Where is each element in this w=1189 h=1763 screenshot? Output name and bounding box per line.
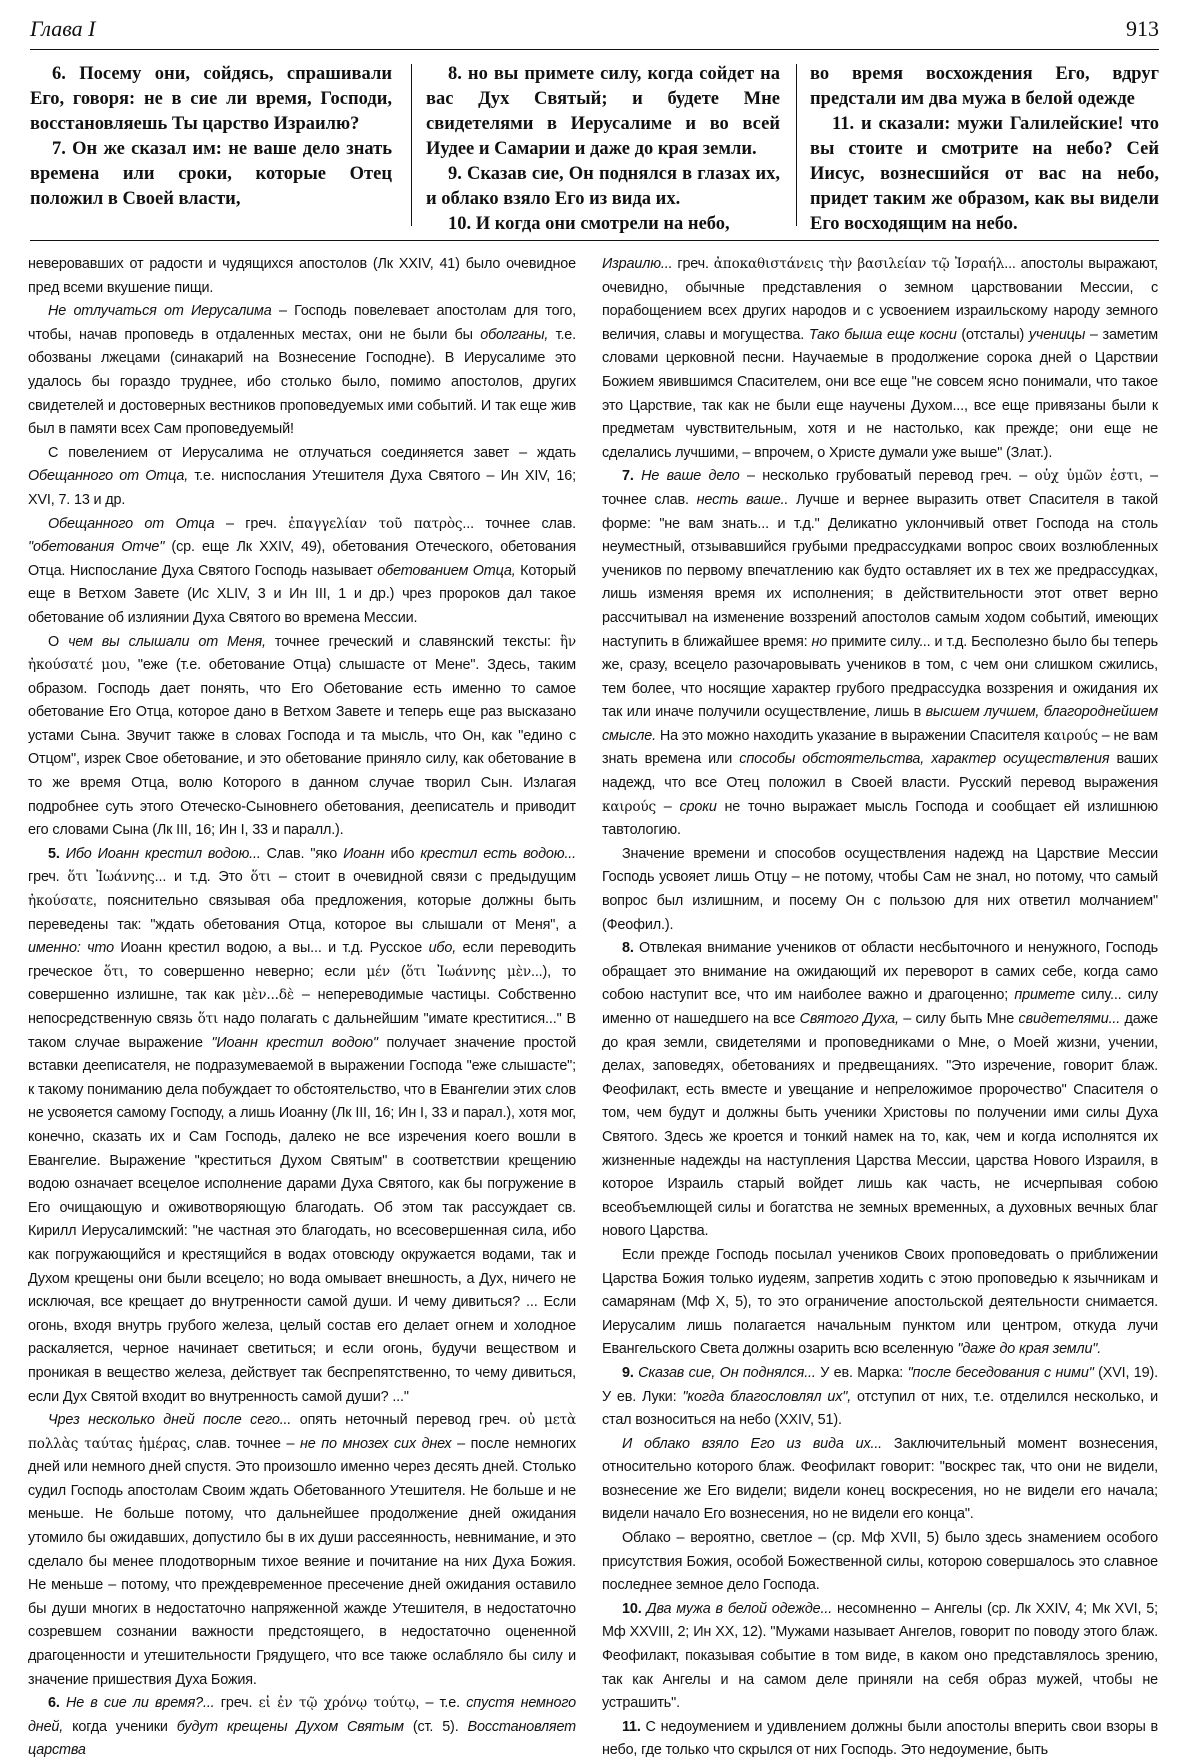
chapter-title: Глава I bbox=[30, 16, 96, 41]
commentary-paragraph bbox=[28, 631, 576, 843]
text-run: На это можно находить указание в выражении Спасителя bbox=[655, 727, 1044, 744]
verse-column-divider bbox=[796, 64, 797, 226]
text-run: (отсталы) bbox=[956, 326, 1029, 343]
text-run: несомненно – Ангелы (ср. Лк XXIV, 4; Мк XVI, 5; Мф XXVIII, 2; Ин XX, 12). "Мужами называет Ангелов, говорит по поводу этого блаж. Феофилакт, показывая событие в том виде, в каком оно представлялось зрению, так как Ангелы и на самом деле приняли на себя образ мужей, чтобы не устрашить". bbox=[602, 1600, 1158, 1712]
italic-phrase: Иоанн bbox=[343, 845, 385, 862]
italic-phrase: Два мужа в белой одежде... bbox=[641, 1600, 833, 1617]
text-run: греч. bbox=[28, 869, 68, 886]
verse-7: 7. Он же сказал им: не ваше дело знать времена или сроки, которые Отец положил в Своей власти, bbox=[30, 139, 392, 209]
commentary-paragraph bbox=[28, 442, 576, 513]
italic-phrase: Чрез несколько дней после сего... bbox=[48, 1412, 292, 1429]
text-run: (XVI, 19). У ев. Луки: bbox=[602, 1364, 1158, 1405]
text-run: ... апостолы выражают, очевидно, обычные представления о земном царствовании Мессии, с порабощением всех других народов и с усвоением израильскому народу земного величия, славы и могущества. bbox=[602, 256, 1158, 343]
verse-number: 6. bbox=[48, 1695, 60, 1712]
text-run: (ст. 5). bbox=[403, 1718, 468, 1735]
commentary-paragraph bbox=[602, 1362, 1158, 1433]
page-number: 913 bbox=[1126, 16, 1159, 41]
commentary-paragraph bbox=[602, 1433, 1158, 1527]
text-run: С повелением от Иерусалима не отлучаться соединяется завет – ждать bbox=[48, 444, 576, 461]
italic-phrase: Ибо Иоанн крестил водою... bbox=[59, 845, 261, 862]
verse-10: 10. И когда они смотрели на небо, bbox=[448, 214, 730, 234]
verse-number: 9. bbox=[622, 1364, 634, 1381]
greek-phrase: εἰ ἐν τῷ χρόνῳ τούτῳ bbox=[258, 1695, 416, 1712]
verse-6: 6. Посему они, сойдясь, спрашивали Его, говоря: не в сие ли время, Господи, восстановляешь Ты царство Израилю? bbox=[30, 64, 392, 134]
running-head bbox=[30, 16, 1159, 46]
text-run: т.е. обозваны лжецами (синакарий на Вознесение Господне). В Иерусалиме это удалось бы гораздо труднее, ибо столько было, помимо апостолов, других свидетелей и достоверных вестников проповедуемых ими событий. И так еще жив был в памяти всех Сам проповедуемый! bbox=[28, 326, 576, 438]
text-run: – стоит в очевидной связи с предыдущим bbox=[271, 869, 576, 886]
commentary-paragraph bbox=[28, 1409, 576, 1692]
greek-phrase: ὅτι Ἰωάννης bbox=[67, 869, 155, 886]
text-run: надо полагать с дальнейшим "имате креститися..." В таком случае выражение bbox=[28, 1011, 576, 1051]
text-run: когда ученики bbox=[63, 1718, 177, 1735]
italic-phrase: примете bbox=[1014, 987, 1075, 1004]
commentary-paragraph bbox=[28, 253, 576, 300]
italic-phrase: но bbox=[811, 633, 828, 650]
italic-phrase: чем вы слышали от Меня, bbox=[68, 633, 266, 650]
italic-phrase: обетованием Отца, bbox=[377, 562, 516, 579]
text-run: не точно выражает мысль Господа и сообщает ей излишнюю тавтологию. bbox=[602, 798, 1159, 839]
scripture-verses bbox=[30, 62, 1159, 232]
italic-phrase: Обещанного от Отца bbox=[48, 515, 215, 532]
text-run: греч. bbox=[672, 256, 714, 272]
greek-phrase: μὲν...δὲ bbox=[242, 987, 295, 1004]
commentary-paragraph bbox=[602, 465, 1158, 843]
verses-rule bbox=[30, 240, 1159, 241]
greek-phrase: ἐπαγγελίαν τοῦ πατρὸς bbox=[288, 515, 463, 532]
verse-number: 7. bbox=[622, 468, 634, 485]
commentary-right-column bbox=[602, 253, 1159, 1759]
text-run: ...), то совершенно излишне, так как bbox=[28, 963, 577, 1004]
verse-column-3 bbox=[810, 62, 1159, 232]
text-run: Лучше и вернее выразить ответ Спасителя в такой форме: "не вам знать... и т.д." Деликатно уклончивый ответ Господа на столь неуместный, отзывавшийся грубыми предрассудками вопрос своих возлюбленных учеников по первому впечатлению как будто оставляет их в тех же предрассудках, лишь изменяя время их исполнения; в действительности этот ответ верно рассчитывал на изменение воззрений апостолов самым ходом событий, имеющих наступить в ближайшее время: bbox=[602, 491, 1159, 650]
verse-number: 10. bbox=[622, 1600, 642, 1617]
text-run: ибо bbox=[384, 845, 421, 862]
commentary-paragraph bbox=[602, 1716, 1158, 1763]
commentary-paragraph bbox=[28, 1692, 576, 1763]
text-run: – заметим словами церковной песни. Научаемые в продолжение сорока дней о Царствии Божием явившимся Спасителем, они все еще "не совсем ясно понимали, что такое это Царствие, так как не были еще научены Духом..., все еще привязаны были к предметам чувствительным, хотя и не настолько, как прежде; они еще не сделались лучшими, – впрочем, о Христе думали уже выше" (Злат.). bbox=[602, 326, 1158, 461]
italic-phrase: "обетования Отче" bbox=[28, 539, 165, 556]
text-run: У ев. Марка: bbox=[815, 1364, 908, 1381]
commentary-paragraph bbox=[602, 253, 1158, 465]
text-run: опять неточный перевод греч. bbox=[291, 1412, 519, 1429]
commentary-left-column bbox=[28, 253, 577, 1759]
greek-phrase: ὅτι bbox=[103, 963, 125, 980]
italic-phrase: ибо, bbox=[428, 940, 457, 957]
italic-phrase: высшем лучшем, благороднейшем смысле. bbox=[602, 704, 1158, 744]
text-run: – Господь повелевает апостолам для того, чтобы, начав проповедь в отдаленных местах, они не были бы bbox=[28, 303, 576, 343]
verse-column-2 bbox=[426, 62, 780, 232]
text-run: , слав. точнее – bbox=[186, 1435, 300, 1452]
text-run: Иоанн крестил водою, а вы... и т.д. Русское bbox=[113, 940, 429, 957]
text-run: т.е. ниспослания Утешителя Духа Святого – Ин XIV, 16; XVI, 7. 13 и др. bbox=[28, 468, 576, 508]
commentary-paragraph bbox=[602, 1527, 1158, 1598]
text-run: С недоумением и удивлением должны были апостолы вперить свои взоры в небо, где только что скрылся от них Господь. Это недоумение, быть bbox=[602, 1718, 1158, 1759]
italic-phrase: Израилю... bbox=[602, 256, 673, 272]
italic-phrase: свидетелями... bbox=[1018, 1011, 1121, 1027]
text-run: – после немногих дней или немного дней спустя. Это произошло именно через десять дней. Столько судил Господь апостолам Своим ждать Обетованного Утешителя. Не больше и не меньше. Не больше потому, что дальнейшее продолжение дней ожидания утомило бы ожидавших, допустило бы в их души рассеянность, невнимание, и это сделало бы менее плодотворным тихое веяние и почитание на них Духа Божия. Не меньше – потому, что преждевременное пресечение дней ожидания оставило бы души многих в недостаточно напряженной жажде Утешителя, в недостаточно созревшем сознании важности предстоящего, в недостаточно оцененной драгоценности и утешительности Грядущего, что все также ослабляло бы силу и значение пришествия Духа Божия. bbox=[28, 1435, 576, 1688]
text-run: – силу быть Мне bbox=[898, 1011, 1019, 1027]
text-run: – не вам знать времена или bbox=[602, 727, 1158, 768]
verse-10-continued: во время восхождения Его, вдруг предстали им два мужа в белой одежде bbox=[810, 64, 1159, 109]
text-run: , пояснительно связывая оба предложения, которые должны быть переведены так: "ждать обетования Отца, которое вы слышали от Меня", а bbox=[28, 893, 576, 933]
verse-number: 8. bbox=[622, 940, 634, 957]
greek-phrase: καιρούς bbox=[602, 798, 657, 815]
header-rule bbox=[30, 49, 1159, 50]
italic-phrase: будут крещены Духом Святым bbox=[176, 1718, 404, 1735]
commentary-paragraph bbox=[28, 513, 576, 631]
text-run: , – т.е. bbox=[415, 1695, 467, 1712]
text-run: , "еже (т.е. обетование Отца) слышасте от Мене". Здесь, таким образом. Господь дает понять, что Его Обетование есть именно то самое обетование Его Отца, которое дано в Ветхом Завете и теперь еще раз высказано устами Сына. Звучит также в словах Господа и та мысль, что Он, как "едино с Отцом", изрек Свое обетование, и это обетование приняло силу, как обетование в то же время Отца, волю Которого в данном случае творил Сын. Излагая подробнее суть этого Отеческо-Сыновнего обетования, дееписатель и приводит его словами Сына (Лк III, 16; Ин I, 33 и паралл.). bbox=[28, 657, 576, 839]
italic-phrase: Не отлучаться от Иерусалима bbox=[48, 303, 272, 320]
verse-11: 11. и сказали: мужи Галилейские! что вы стоите и смотрите на небо? Сей Иисус, вознесшийся от вас на небо, придет таким же образом, как вы видели Его восходящим на небо. bbox=[810, 114, 1159, 234]
commentary-paragraph bbox=[602, 937, 1158, 1244]
commentary-paragraph bbox=[28, 300, 576, 442]
greek-phrase: οὐ μετὰ πολλὰς ταύτας ἡμέρας bbox=[28, 1412, 576, 1452]
commentary-paragraph bbox=[602, 1244, 1158, 1362]
verse-number: 5. bbox=[48, 845, 60, 862]
italic-phrase: Обещанного от Отца, bbox=[28, 468, 189, 485]
text-run: ваших надежд, что все Отец положил в Своей власти. Русский перевод выражения bbox=[602, 751, 1158, 792]
text-run: силу... силу именно от нашедшего на все bbox=[602, 987, 1158, 1027]
verse-number: 11. bbox=[622, 1718, 641, 1735]
text-run: ( bbox=[390, 963, 406, 980]
greek-phrase: οὐχ ὑμῶν ἐστι bbox=[1034, 468, 1139, 485]
italic-phrase: Тако быша еще косни bbox=[808, 326, 957, 343]
verse-column-divider bbox=[411, 64, 412, 226]
italic-phrase: способы обстоятельства, характер осуществления bbox=[739, 751, 1110, 768]
text-run: Отвлекая внимание учеников от области несбыточного и ненужного, Господь обращает это внимание на ожидающий их переворот в самих себе, когда само собою наступит все, что им наиболее важно и драгоценно; bbox=[602, 940, 1158, 1004]
text-run: если переводить греческое bbox=[28, 940, 576, 980]
verse-9: 9. Сказав сие, Он поднялся в глазах их, и облако взяло Его из вида их. bbox=[426, 164, 780, 209]
italic-phrase: "даже до края земли". bbox=[957, 1341, 1102, 1358]
italic-phrase: Сказав сие, Он поднялся... bbox=[633, 1364, 816, 1381]
text-run: Облако – вероятно, светлое – (ср. Мф XVII, 5) было здесь знамением особого присутствия Божия, особой Божественной силы, которою совершалось это славное последнее земное дело Господа. bbox=[602, 1530, 1158, 1594]
greek-phrase: ἠκούσατε bbox=[28, 893, 93, 910]
text-run: – несколько грубоватый перевод греч. – bbox=[739, 468, 1035, 485]
text-run: неверовавших от радости и чудящихся апостолов (Лк XXIV, 41) было очевидное пред всеми вкушение пищи. bbox=[28, 256, 576, 296]
italic-phrase: И облако взяло Его из вида их... bbox=[622, 1435, 883, 1452]
greek-phrase: καιρούς bbox=[1043, 727, 1098, 744]
italic-phrase: Не ваше дело bbox=[633, 468, 740, 485]
text-run: Если прежде Господь посылал учеников Своих проповедовать о приближении Царства Божия только иудеям, запретив ходить с этою проповедью к язычникам и самарянам (Мф X, 5), то это ограничение апостольской деятельности снимается. Иерусалим лишь полагается начальным пунктом или центром, откуда лучи Евангельского Света должны озарить всю вселенную bbox=[602, 1246, 1158, 1358]
text-run: отступил от них, т.е. отделился несколько, и стал возноситься на небо (XXIV, 51). bbox=[602, 1388, 1158, 1429]
italic-phrase: Не в сие ли время?... bbox=[59, 1695, 215, 1712]
italic-phrase: "Иоанн крестил водою" bbox=[211, 1034, 378, 1051]
text-run: Значение времени и способов осуществления надежд на Царствие Мессии Господь усвояет лишь Отцу – не потому, чтобы Сам не знал, но потому, что самый вопрос был излишним, и посему Он с пользою для них ответил молчанием" (Феофил.). bbox=[602, 845, 1158, 933]
text-run: греч. bbox=[214, 1695, 259, 1712]
verse-column-1 bbox=[30, 62, 392, 232]
greek-phrase: μέν bbox=[366, 963, 391, 980]
text-run: , то совершенно неверно; если bbox=[124, 963, 367, 980]
text-run: (ср. еще Лк XXIV, 49), обетования Отеческого, обетования Отца. Ниспослание Духа Святого Господь называет bbox=[28, 539, 576, 579]
text-run: – греч. bbox=[214, 515, 289, 532]
commentary-paragraph bbox=[602, 1598, 1158, 1716]
text-run: Слав. "яко bbox=[260, 845, 344, 862]
text-run: ... и т.д. Это bbox=[154, 869, 251, 886]
italic-phrase: Святого Духа, bbox=[799, 1011, 899, 1027]
text-run: Который еще в Ветхом Завете (Ис XLIV, 3 и Ин III, 1 и др.) чрез пророков дал такое обетование об излиянии Духа Святого во времена Мессии. bbox=[28, 562, 576, 626]
text-run: точнее греческий и славянский тексты: bbox=[265, 633, 560, 650]
commentary-paragraph bbox=[28, 843, 576, 1409]
greek-phrase: ἀποκαθιστάνεις τὴν βασιλείαν τῷ Ἰσραήλ bbox=[713, 256, 1005, 272]
greek-phrase: ὅτι bbox=[250, 869, 272, 886]
italic-phrase: оболганы, bbox=[480, 326, 549, 343]
italic-phrase: именно: что bbox=[28, 940, 114, 957]
text-run: ... точнее слав. bbox=[462, 515, 576, 532]
text-run: О bbox=[48, 633, 69, 650]
italic-phrase: крестил есть водою... bbox=[420, 845, 576, 862]
text-run: получает значение простой вставки дееписателя, не подразумеваемой в выражении Господа "еже слышасте"; к такому пониманию дела побуждает то обстоятельство, что в Евангелии этих слов не усвояется самому Господу, а лишь Иоанну (Лк III, 16; Ин I, 33 и парал.), хотя мог, конечно, сказать их и Сам Господь, далеко не все изречения коего вошли в Евангелие. Выражение "креститься Духом Святым" в соответствии крещению водою означает всецелое исполнение дарами Духа Святого, как бы погружение в Его очищающую и оживотворяющую благодать. Об этом так рассуждает св. Кирилл Иерусалимский: "не частная это благодать, но всесовершенная сила, ибо как погружающийся и крестящийся в водах отовсюду окружается водами, так и Духом крещены они были всецело; но вода омывает внешность, а Дух, ничего не исключая, все крещает до внутренности самой души. И чему дивиться? ... Если огонь, входя внутрь грубого железа, целый состав его делает огнем и холодное раскаляется, черное начинает светиться; и если огонь, будучи веществом и проникая в вещество железа, действует так беспрепятственно, то чему дивиться, если Дух Святой входит во внутренность самой души? ..." bbox=[28, 1034, 576, 1405]
greek-phrase: ὅτι bbox=[197, 1011, 219, 1027]
italic-phrase: спустя немного дней, bbox=[28, 1695, 577, 1735]
text-run: Заключительный момент вознесения, относительно которого блаж. Феофилакт говорит: "воскрес так, что они не видели, вознесение же Его видели; видели конец воскресения, но не видели его начала; видели начало Его вознесения, но не видели его конца". bbox=[602, 1435, 1158, 1523]
italic-phrase: сроки bbox=[679, 798, 717, 815]
italic-phrase: "после беседования с ними" bbox=[907, 1364, 1094, 1381]
greek-phrase: ἣν ἠκούσατέ μου bbox=[28, 633, 576, 674]
text-run: – непереводимые частицы. Собственно непосредственную связь bbox=[28, 987, 576, 1027]
text-run: – bbox=[656, 798, 680, 815]
italic-phrase: "когда благословлял их", bbox=[682, 1388, 852, 1405]
italic-phrase: несть ваше.. bbox=[696, 491, 789, 508]
italic-phrase: ученицы bbox=[1028, 326, 1086, 343]
italic-phrase: Восстановляет царства bbox=[28, 1718, 576, 1759]
greek-phrase: ὅτι Ἰωάννης μὲν bbox=[405, 963, 531, 980]
text-run: , – точнее слав. bbox=[602, 468, 1158, 508]
text-run: даже до края земли, свидетелями и проповедниками о Мне, о Моей жизни, учении, делах, заповедях, обетованиях и предвещаниях. "Это изречение, говорит блаж. Феофилакт, есть вместе и увещание и непреложимое пророчество" Спасителя о том, чем будут и должны быть ученики Христовы по получении ими силы Духа Святого. Здесь же кроется и тонкий намек на то, как, чем и когда исполнятся их жизненные надежды на наступления Царства Мессии, царства Нового Израиля, в которое Израиль старый войдет лишь как часть, не исчерпывая собою всеобъемлющей силы и богатства не земных временных, а духовных вечных благ нового Царства. bbox=[602, 1011, 1158, 1240]
commentary-paragraph bbox=[602, 843, 1158, 937]
verse-8: 8. но вы примете силу, когда сойдет на вас Дух Святый; и будете Мне свидетелями в Иерусалиме и во всей Иудее и Самарии и даже до края земли. bbox=[426, 64, 780, 159]
italic-phrase: не по мнозех сих днех bbox=[299, 1435, 452, 1452]
text-run: примите силу... и т.д. Бесполезно было бы теперь же, сразу, всецело разочаровывать учеников в том, с чем они слишком сжились, тем более, что носящие характер грубого предрассудка воззрения и ожидания их так или иначе получили осуществление, лишь в bbox=[602, 633, 1159, 721]
